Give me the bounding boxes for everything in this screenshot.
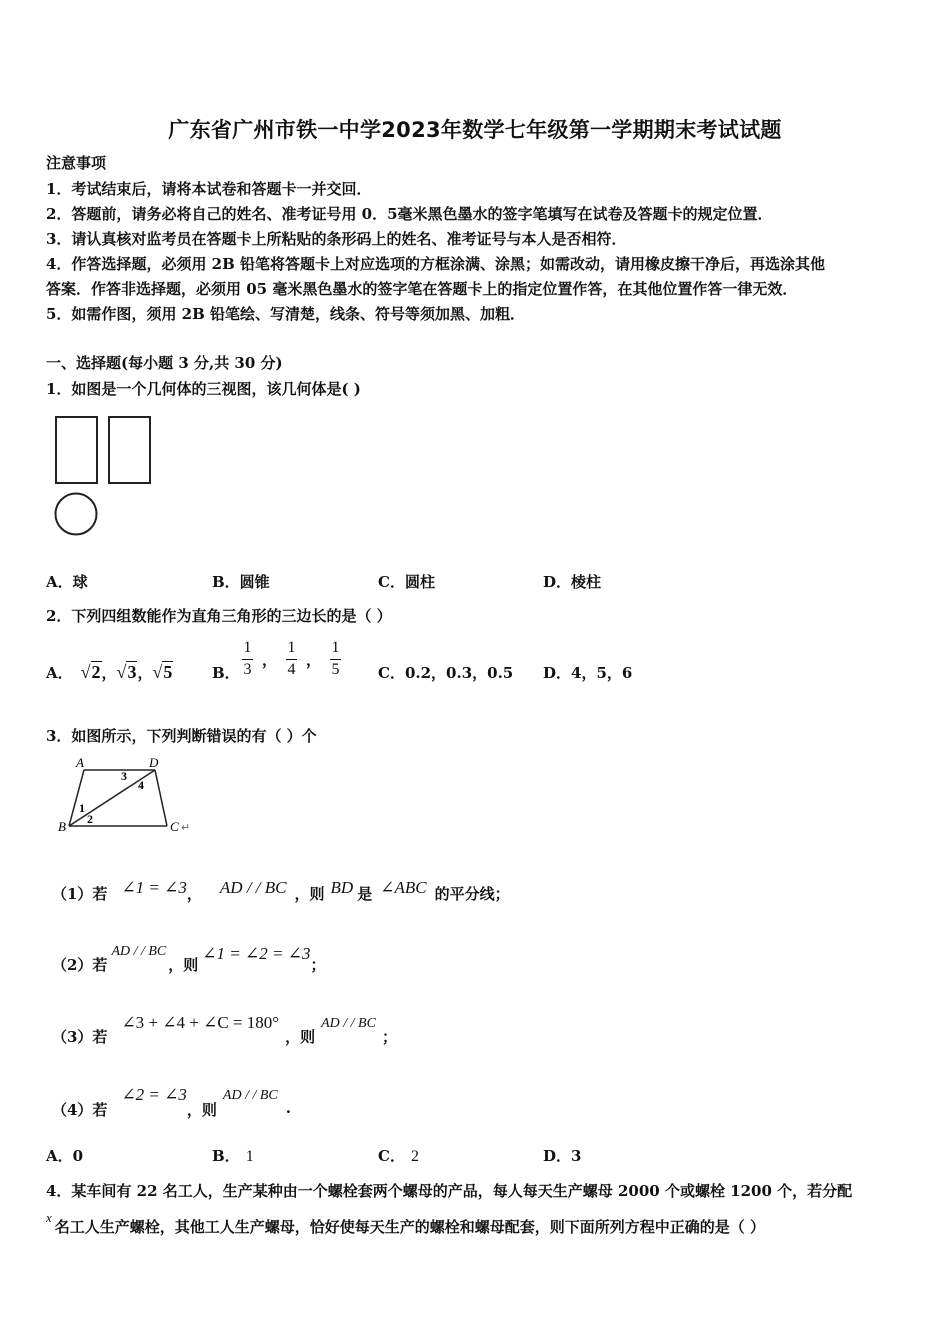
q1-option-d: D．棱柱	[543, 573, 602, 591]
question-4-line-1: 4．某车间有 22 名工人，生产某种由一个螺栓套两个螺母的产品，每人每天生产螺母 2000 个或螺栓 1200 个，若分配	[46, 1182, 853, 1200]
section-heading: 一、选择题(每小题 3 分,共 30 分)	[46, 354, 283, 372]
math-expression: ∠ABC	[380, 878, 427, 897]
q1-option-c: C．圆柱	[378, 573, 435, 591]
angle-label-4: 4	[138, 778, 144, 792]
math-expression: AD / / BC	[222, 1088, 278, 1103]
q3-statement-2	[52, 944, 326, 975]
math-expression: AD / / BC	[321, 1016, 376, 1031]
statement-then: ，则	[285, 1028, 316, 1046]
fraction	[242, 640, 253, 679]
notice-item: 5．如需作图，须用 2B 铅笔绘、写清楚，线条、符号等须加黑、加粗．	[46, 305, 525, 323]
denominator: 5	[331, 660, 340, 678]
statement-then: ，则	[168, 956, 199, 974]
statement-is: 是	[357, 885, 373, 903]
front-view-rect	[56, 417, 97, 483]
statement-prefix: （4）若	[52, 1101, 108, 1119]
top-view-circle	[56, 494, 97, 535]
q2-separator: ，	[262, 650, 278, 669]
q3-option-c	[378, 1145, 419, 1166]
question-3-stem: 3．如图所示，下列判断错误的有（ ）个	[46, 727, 317, 745]
option-label: B．	[212, 1147, 240, 1165]
numerator: 1	[243, 639, 252, 656]
notice-item: 4．作答选择题，必须用 2B 铅笔将答题卡上对应选项的方框涂满、涂黑；如需改动，请用橡皮擦干净后，再选涂其他	[46, 255, 826, 273]
statement-then: ，则	[294, 885, 325, 903]
q2-separator: ，	[137, 664, 153, 682]
q2-option-b-fractions	[242, 640, 341, 679]
vertex-label-b: B	[58, 819, 66, 834]
fraction	[286, 640, 297, 679]
q2-option-d: D．4，5，6	[543, 664, 633, 682]
question-4-line-2-text: 名工人生产螺栓，其他工人生产螺母，恰好使每天生产的螺栓和螺母配套，则下面所列方程中正确的是（ ）	[54, 1218, 766, 1236]
statement-suffix: ；	[310, 956, 326, 974]
notice-item: 1．考试结束后，请将本试卷和答题卡一并交回．	[46, 180, 372, 198]
q2-separator: ，	[306, 650, 322, 669]
q2-sqrt: √3	[116, 662, 137, 682]
statement-prefix: （1）若	[52, 885, 108, 903]
option-label: C．	[378, 1147, 405, 1165]
math-expression: ∠1 = ∠3	[121, 878, 187, 897]
notice-item: 2．答题前，请务必将自己的姓名、准考证号用 0．5毫米黑色墨水的签字笔填写在试卷及答题卡的规定位置．	[46, 205, 773, 223]
option-value: 0	[72, 1147, 84, 1165]
three-view-figure	[50, 410, 160, 540]
exam-title: 广东省广州市铁一中学2023年数学七年级第一学期期末考试试题	[168, 118, 782, 142]
question-2-stem: 2．下列四组数能作为直角三角形的三边长的是（ ）	[46, 607, 392, 625]
q2-option-a-label: A．	[46, 664, 73, 682]
question-1-stem: 1．如图是一个几何体的三视图，该几何体是( )	[46, 380, 361, 398]
denominator: 3	[243, 660, 252, 678]
q3-option-b	[212, 1145, 254, 1166]
q2-sqrt: √5	[152, 662, 173, 682]
statement-suffix: 的平分线；	[434, 885, 510, 903]
q2-option-c: C．0.2，0.3，0.5	[378, 664, 514, 682]
q3-option-a	[46, 1145, 83, 1166]
q2-separator: ，	[101, 664, 117, 682]
vertex-label-c: C	[170, 819, 179, 834]
notice-item: 答案．作答非选择题，必须用 05 毫米黑色墨水的签字笔在答题卡上的指定位置作答，在其他位置作答一律无效．	[46, 280, 798, 298]
angle-label-3: 3	[121, 769, 127, 783]
math-expression: BD	[330, 878, 354, 897]
statement-then: ，则	[186, 1101, 217, 1119]
math-expression: ∠1 = ∠2 = ∠3	[202, 944, 311, 963]
comma: ，	[186, 885, 202, 903]
statement-prefix: （3）若	[52, 1028, 108, 1046]
side-view-rect	[109, 417, 150, 483]
q3-option-d	[543, 1145, 581, 1166]
math-expression: AD / / BC	[219, 878, 287, 897]
numerator: 1	[331, 639, 340, 656]
q3-statement-3	[52, 1013, 397, 1047]
q2-radicand: 2	[91, 662, 101, 682]
variable-x: x	[46, 1210, 52, 1225]
side-dc	[155, 770, 167, 826]
vertex-label-d: D	[149, 755, 159, 770]
statement-suffix: ；	[381, 1028, 397, 1046]
trapezoid-figure	[56, 754, 206, 836]
q3-statement-1	[52, 878, 510, 904]
q2-option-a	[46, 662, 173, 683]
q1-option-b: B．圆锥	[212, 573, 270, 591]
statement-suffix: .	[285, 1099, 291, 1117]
option-label: D．	[543, 1147, 572, 1165]
option-value: 1	[245, 1148, 254, 1165]
angle-label-2: 2	[87, 812, 93, 826]
option-label: A．	[46, 1147, 73, 1165]
angle-label-1: 1	[79, 801, 85, 815]
math-expression: ∠2 = ∠3	[121, 1085, 187, 1104]
return-mark: ↵	[181, 822, 191, 834]
notice-heading: 注意事项	[46, 154, 107, 172]
q1-option-a: A．球	[46, 573, 88, 591]
q3-statement-4	[52, 1085, 291, 1120]
option-value: 3	[571, 1147, 582, 1165]
q2-radicand: 3	[127, 662, 137, 682]
question-4-line-2	[46, 1212, 765, 1237]
q2-option-b-label: B．	[212, 664, 240, 682]
math-expression: AD / / BC	[111, 944, 167, 959]
statement-prefix: （2）若	[52, 956, 108, 974]
numerator: 1	[287, 639, 296, 656]
notice-item: 3．请认真核对监考员在答题卡上所粘贴的条形码上的姓名、准考证号与本人是否相符．	[46, 230, 627, 248]
fraction	[330, 640, 341, 679]
denominator: 4	[287, 660, 296, 678]
math-expression: ∠3 + ∠4 + ∠C = 180°	[121, 1013, 280, 1032]
vertex-label-a: A	[76, 755, 84, 770]
q2-sqrt: √2	[80, 662, 101, 682]
q2-radicand: 5	[163, 662, 173, 682]
option-value: 2	[410, 1148, 419, 1165]
